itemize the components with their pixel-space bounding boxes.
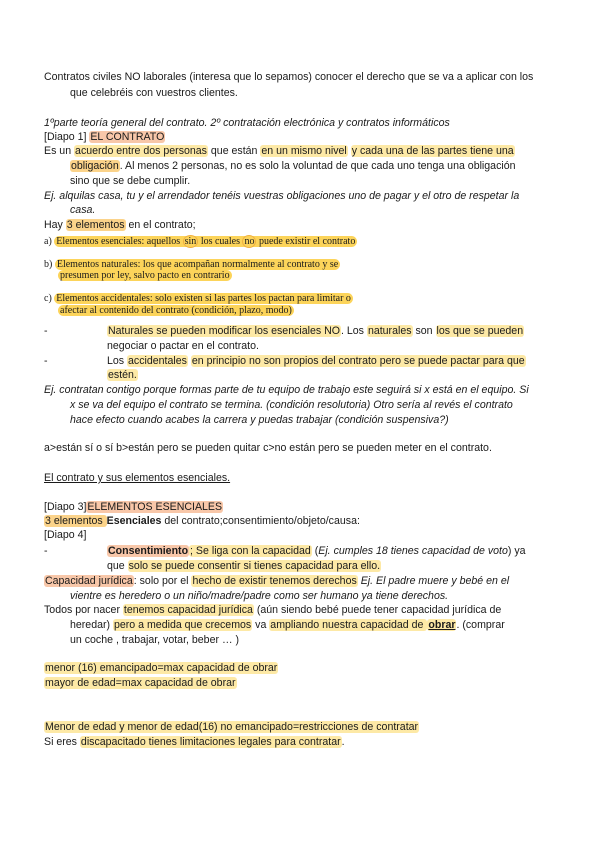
ej1-line-2: casa. <box>70 204 96 216</box>
highlight: Menor de edad y menor de edad(16) no emancipado=restricciones de contratar <box>45 721 419 733</box>
mayor-line <box>44 677 237 690</box>
highlight: presumen por ley, salvo pacto en contrario <box>60 270 230 281</box>
intro-line-1: Contratos civiles NO laborales (interesa que lo sepamos) conocer el derecho que se va a aplicar con los <box>44 71 534 83</box>
section-heading: El contrato y sus elementos esenciales. <box>44 472 231 484</box>
ej2-line-2: x se va del equipo el contrato se termina. (condición resolutoria) Otro sería al revés el contrato <box>70 399 513 411</box>
text: c) <box>44 293 55 304</box>
text: Los <box>107 355 128 367</box>
element-b-line-2 <box>58 269 232 282</box>
bullet1-line-2: negociar o pactar en el contrato. <box>107 340 259 352</box>
bullet2-line-1 <box>107 355 526 368</box>
todos-line-3: un coche , trabajar, votar, beber … ) <box>70 634 240 646</box>
part-heading: 1ºparte teoría general del contrato. 2º contratación electrónica y contratos informáticos <box>44 117 450 129</box>
text: Elementos naturales <box>56 259 138 270</box>
bullet-dash: - <box>44 355 48 367</box>
text: que están <box>207 145 261 157</box>
ej1-line-1: Ej. alquilas casa, tu y el arrendador tenéis vuestras obligaciones uno de pagar y el otro de respetar la <box>44 190 520 202</box>
text: compañan normalmente al contrato y se <box>178 259 339 270</box>
highlight: ; Se liga con la capacidad <box>190 545 311 557</box>
intro-line-2: que celebréis con vuestros clientes. <box>70 87 238 99</box>
diapo4-line: [Diapo 4] <box>44 529 87 541</box>
highlight: solo se puede consentir si tienes capacidad para ello. <box>128 560 381 572</box>
diapo3-title: ELEMENTOS ESENCIALES <box>87 501 223 513</box>
highlight: acuerdo entre dos personas <box>75 145 207 157</box>
highlight: estén. <box>108 369 137 381</box>
todos-line-1 <box>44 604 501 617</box>
highlight: los que se pueden <box>436 325 524 337</box>
highlight <box>54 293 353 304</box>
todos-line-2 <box>70 619 505 632</box>
element-c-line-2 <box>58 304 294 317</box>
es-line-2 <box>70 160 516 173</box>
text: Elementos esenciales <box>56 236 142 247</box>
text: son <box>412 325 436 337</box>
highlight: Consentimiento <box>108 545 189 557</box>
highlight: obligación <box>71 160 119 172</box>
text: en el contrato; <box>125 219 196 231</box>
text: ( <box>311 545 319 557</box>
text: a) <box>44 236 55 247</box>
highlight: y cada una de las partes tiene una <box>351 145 514 157</box>
consent-line-1 <box>107 545 526 558</box>
highlight: 3 elementos <box>45 515 106 527</box>
text: : solo por el <box>133 575 192 587</box>
capjur-line-2: vientre es heredero o un niño/madre/padre como ser humano ya tiene derechos. <box>70 590 449 602</box>
highlight: mayor de edad=max capacidad de obrar <box>45 677 236 689</box>
bullet1-line-1 <box>107 325 524 338</box>
text: (condición, plazo, modo) <box>188 305 292 316</box>
text: : los que a <box>137 259 179 270</box>
bullet-dash: - <box>44 545 48 557</box>
text: Elementos accidentales <box>56 293 150 304</box>
consent-line-2 <box>107 560 381 573</box>
text: Esenciales <box>106 515 162 527</box>
highlight: pero a medida que crecemos <box>114 619 252 631</box>
highlight: Naturales se pueden modificar los esenciales NO <box>108 325 341 337</box>
text: que <box>107 560 128 572</box>
bullet2-line-2 <box>107 369 138 382</box>
element-a <box>44 235 357 248</box>
highlight: hecho de existir tenemos derechos <box>192 575 357 587</box>
ej2-line-1: Ej. contratan contigo porque formas parte de tu equipo de trabajo este seguirá si x está en el equipo. Si <box>44 384 529 396</box>
text: los cuales <box>198 236 243 247</box>
text: Ej. El padre muere y bebé en el <box>357 575 510 587</box>
text: heredar) <box>70 619 113 631</box>
diapo1-line <box>44 131 165 144</box>
hay-line <box>44 219 196 232</box>
highlight: 3 elementos <box>66 219 125 231</box>
es-line-1 <box>44 145 515 158</box>
highlight: naturales <box>367 325 412 337</box>
menorno-line <box>44 721 419 734</box>
highlight: en principio no son propios del contrato pero se puede pactar para que <box>191 355 525 367</box>
text: Si eres <box>44 736 80 748</box>
highlight <box>54 236 357 247</box>
text: : solo <box>149 293 175 304</box>
highlight: Capacidad jurídica <box>45 575 133 587</box>
es-line-3: sino que se debe cumplir. <box>70 175 191 187</box>
diapo1-title: EL CONTRATO <box>90 131 165 143</box>
tres-line <box>44 515 360 528</box>
text: afectar al contenido del contrato <box>60 305 189 316</box>
highlight: en un mismo nivel <box>261 145 347 157</box>
text: b) <box>44 259 55 270</box>
text: ) ya <box>507 545 526 557</box>
text: . <box>341 736 345 748</box>
text: . Los <box>341 325 367 337</box>
text: Hay <box>44 219 66 231</box>
abc-line: a>están sí o sí b>están pero se pueden quitar c>no están pero se pueden meter en el contrato. <box>44 442 492 454</box>
capjur-line-1 <box>44 575 509 588</box>
highlight: ampliando nuestra capacidad de <box>270 619 427 631</box>
text: va <box>252 619 270 631</box>
bullet-dash: - <box>44 325 48 337</box>
disc-line <box>44 736 345 749</box>
text: del contrato;consentimiento/objeto/causa: <box>161 515 360 527</box>
text: existen si las partes los pactan para limitar o <box>174 293 351 304</box>
highlight <box>58 305 294 316</box>
text: no <box>244 236 255 247</box>
diapo3-label: [Diapo 3] <box>44 501 87 513</box>
text: . Al menos 2 personas, no es solo la voluntad de que cada uno tenga una obligación <box>119 160 516 172</box>
highlight: menor (16) emancipado=max capacidad de obrar <box>45 662 278 674</box>
menor16-line <box>44 662 278 675</box>
diapo1-label: [Diapo 1] <box>44 131 90 143</box>
text: : aquellos <box>141 236 183 247</box>
text: Todos por nacer <box>44 604 123 616</box>
highlight: discapacitado tienes limitaciones legales para contratar <box>80 736 341 748</box>
text: Es un <box>44 145 75 157</box>
text: (aún siendo bebé puede tener capacidad jurídica de <box>253 604 502 616</box>
highlight: accidentales <box>128 355 187 367</box>
text: Ej. cumples 18 tienes capacidad de voto <box>318 545 508 557</box>
diapo3-line <box>44 501 223 514</box>
ej2-line-3: hace efecto cuando acabes la carrera y puedas trabajar (condición suspensiva?) <box>70 414 449 426</box>
text: . (comprar <box>456 619 505 631</box>
highlight: tenemos capacidad jurídica <box>123 604 253 616</box>
text: puede existir el contrato <box>256 236 356 247</box>
text: sin <box>184 236 197 247</box>
highlight: obrar <box>428 619 456 631</box>
